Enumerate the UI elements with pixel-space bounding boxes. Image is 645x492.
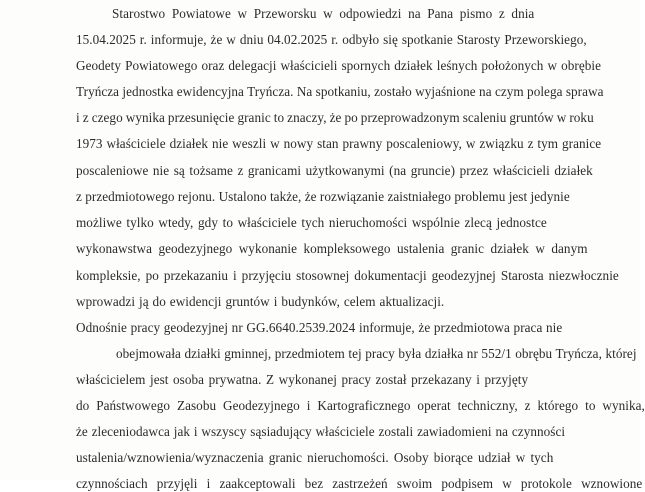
paragraph1-line4: Tryńcza jednostka ewidencyjna Tryńcza. Na spotkaniu, zostało wyjaśnione na czym polega sprawa	[76, 84, 604, 99]
paragraph2-line5: że zleceniodawca jak i wszyscy sąsiadujący właściciele zostali zawiadomieni na czynności	[76, 424, 566, 439]
paragraph2-line4: do Państwowego Zasobu Geodezyjnego i Kartograficznego operat techniczny, z którego to wynika,	[76, 398, 645, 413]
paragraph2-line3: właścicielem jest osoba prywatna. Z wykonanej pracy został przekazany i przyjęty	[76, 372, 529, 387]
paragraph1-line6: 1973 właściciele działek nie weszli w nowy stan prawny poscaleniowy, w związku z tym granice	[76, 136, 602, 151]
paragraph1-line1: Starostwo Powiatowe w Przeworsku w odpowiedzi na Pana pismo z dnia	[112, 6, 535, 21]
paragraph2-line1: Odnośnie pracy geodezyjnej nr GG.6640.2539.2024 informuje, że przedmiotowa praca nie	[76, 320, 563, 335]
paragraph1-line7: poscaleniowe nie są tożsame z granicami użytkowanymi (na gruncie) przez właścicieli działek	[76, 163, 593, 178]
paragraph1-line11: kompleksie, po przekazaniu i przyjęciu stosownej dokumentacji geodezyjnej Starosta niezwłocznie	[76, 268, 619, 283]
paragraph1-line8: z przedmiotowego rejonu. Ustalono także, że rozwiązanie zaistniałego problemu jest jedynie	[76, 189, 570, 204]
paragraph1-line9: możliwe tylko wtedy, gdy to właściciele tych nieruchomości wspólnie zlecą jednostce	[76, 215, 547, 230]
paragraph1-line2: 15.04.2025 r. informuje, że w dniu 04.02.2025 r. odbyło się spotkanie Starosty Przeworskiego,	[76, 32, 587, 47]
paragraph2-line6: ustalenia/wznowienia/wyznaczenia granic nieruchomości. Osoby biorące udział w tych	[76, 450, 554, 465]
paragraph1-line3: Geodety Powiatowego oraz delegacji właścicieli spornych działek leśnych położonych w obrębie	[76, 58, 602, 73]
paragraph1-line10: wykonawstwa geodezyjnego wykonanie kompleksowego ustalenia granic działek w danym	[76, 241, 588, 256]
paragraph2-line2: obejmowała działki gminnej, przedmiotem tej pracy była działka nr 552/1 obrębu Tryńcza, której	[116, 346, 637, 361]
paragraph1-line12: wprowadzi ją do ewidencji gruntów i budynków, celem aktualizacji.	[76, 294, 445, 309]
paragraph2-line7: czynnościach przyjęli i zaakceptowali bez zastrzeżeń swoim podpisem w protokole wznowione	[76, 476, 643, 491]
paragraph1-line5: i z czego wynika przesunięcie granic to znaczy, że po przeprowadzonym scaleniu gruntów w roku	[76, 110, 594, 125]
